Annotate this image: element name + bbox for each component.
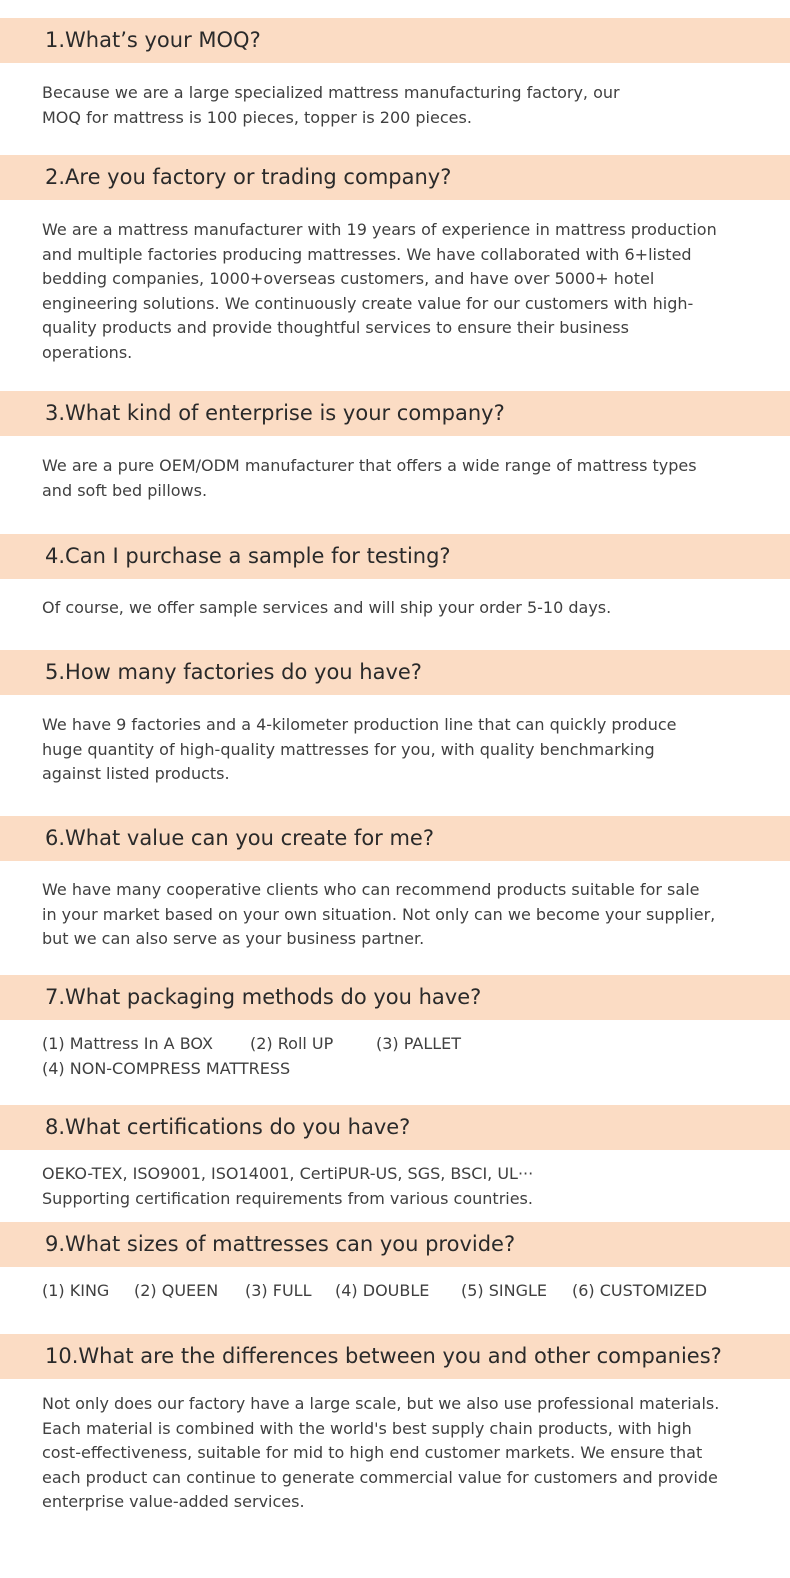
faq-question-8: 8.What certifications do you have? bbox=[0, 1105, 790, 1150]
answer-line: OEKO-TEX, ISO9001, ISO14001, CertiPUR-US, SGS, BSCI, UL··· bbox=[42, 1164, 534, 1183]
answer-line: Not only does our factory have a large scale, but we also use professional materials. bbox=[42, 1394, 720, 1413]
faq-question-5: 5.How many factories do you have? bbox=[0, 650, 790, 695]
answer-line: against listed products. bbox=[42, 764, 230, 783]
size-option: (4) DOUBLE bbox=[335, 1281, 430, 1300]
faq-question-7: 7.What packaging methods do you have? bbox=[0, 975, 790, 1020]
faq-question-3: 3.What kind of enterprise is your company? bbox=[0, 391, 790, 436]
answer-line: operations. bbox=[42, 342, 133, 362]
answer-line: We have many cooperative clients who can recommend products suitable for sale bbox=[42, 880, 700, 899]
answer-line: huge quantity of high-quality mattresses for you, with quality benchmarking bbox=[42, 739, 655, 759]
answer-line: We are a mattress manufacturer with 19 years of experience in mattress production bbox=[42, 220, 717, 239]
answer-line: We have 9 factories and a 4-kilometer production line that can quickly produce bbox=[42, 715, 677, 734]
answer-line: each product can continue to generate commercial value for customers and provide bbox=[42, 1467, 718, 1487]
answer-line: Because we are a large specialized mattress manufacturing factory, our bbox=[42, 83, 620, 102]
answer-line: engineering solutions. We continuously create value for our customers with high- bbox=[42, 293, 694, 313]
faq-question-9: 9.What sizes of mattresses can you provide? bbox=[0, 1222, 790, 1267]
faq-question-10: 10.What are the differences between you and other companies? bbox=[0, 1334, 790, 1379]
faq-question-2: 2.Are you factory or trading company? bbox=[0, 155, 790, 200]
answer-line: MOQ for mattress is 100 pieces, topper is 200 pieces. bbox=[42, 107, 472, 127]
faq-question-1: 1.What’s your MOQ? bbox=[0, 18, 790, 63]
faq-answer-1 bbox=[42, 81, 772, 130]
faq-answer-10 bbox=[42, 1392, 772, 1515]
answer-line: and multiple factories producing mattresses. We have collaborated with 6+listed bbox=[42, 244, 692, 264]
answer-line: Each material is combined with the world's best supply chain products, with high bbox=[42, 1418, 692, 1438]
faq-answer-7 bbox=[42, 1032, 772, 1081]
answer-line: Of course, we offer sample services and will ship your order 5-10 days. bbox=[42, 598, 612, 617]
size-option: (1) KING bbox=[42, 1281, 110, 1300]
faq-answer-9 bbox=[42, 1279, 772, 1304]
packaging-option: (3) PALLET bbox=[376, 1034, 462, 1053]
faq-answer-8 bbox=[42, 1162, 772, 1211]
size-option: (2) QUEEN bbox=[134, 1281, 219, 1300]
faq-answer-3 bbox=[42, 454, 772, 503]
faq-answer-4 bbox=[42, 596, 772, 621]
answer-line: Supporting certification requirements from various countries. bbox=[42, 1188, 533, 1208]
packaging-option: (2) Roll UP bbox=[250, 1034, 334, 1053]
packaging-options-row bbox=[42, 1032, 772, 1057]
packaging-options-row bbox=[42, 1057, 772, 1082]
answer-line: but we can also serve as your business partner. bbox=[42, 929, 425, 948]
size-option: (6) CUSTOMIZED bbox=[572, 1281, 708, 1300]
answer-line: cost-effectiveness, suitable for mid to high end customer markets. We ensure that bbox=[42, 1443, 703, 1462]
size-options-row bbox=[42, 1279, 772, 1304]
answer-line: enterprise value-added services. bbox=[42, 1492, 305, 1511]
faq-question-4: 4.Can I purchase a sample for testing? bbox=[0, 534, 790, 579]
answer-line: in your market based on your own situation. Not only can we become your supplier, bbox=[42, 904, 716, 924]
faq-question-6: 6.What value can you create for me? bbox=[0, 816, 790, 861]
packaging-option: (1) Mattress In A BOX bbox=[42, 1034, 213, 1053]
answer-line: quality products and provide thoughtful services to ensure their business bbox=[42, 318, 629, 337]
answer-line: and soft bed pillows. bbox=[42, 480, 208, 500]
answer-line: We are a pure OEM/ODM manufacturer that offers a wide range of mattress types bbox=[42, 456, 697, 475]
size-option: (3) FULL bbox=[245, 1281, 312, 1300]
faq-answer-2 bbox=[42, 218, 772, 365]
packaging-option: (4) NON-COMPRESS MATTRESS bbox=[42, 1058, 291, 1078]
answer-line: bedding companies, 1000+overseas customers, and have over 5000+ hotel bbox=[42, 269, 655, 288]
faq-answer-6 bbox=[42, 878, 772, 952]
size-option: (5) SINGLE bbox=[461, 1281, 548, 1300]
faq-answer-5 bbox=[42, 713, 772, 787]
